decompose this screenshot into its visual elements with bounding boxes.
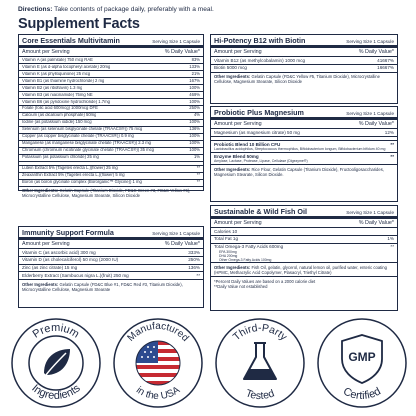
flask-icon (244, 343, 276, 379)
nutrient-name: Calcium (as dicalcium phosphate) 50mg (22, 113, 97, 118)
nutrient-name: Chromium (chromium nicotinate glycinate chelate (TRAACS®)) 35 mcg (22, 148, 155, 153)
nutrient-name: Vitamin B1 (as thiamine hydrochloride) 2 mg (22, 78, 105, 83)
footnotes (211, 276, 397, 291)
nutrient-row (19, 84, 203, 91)
nutrient-name: Zeaxanthin Extract 5% (Tagetes erecta L.)(flower) 5 mg (22, 173, 125, 178)
nutrient-daily-value: 250% (189, 105, 200, 111)
nutrient-name: Manganese (as manganese bisglycinate chelate (TRAACS®)) 2.3 mg (22, 141, 152, 146)
nutrient-row (19, 77, 203, 84)
core-essentials-panel (18, 34, 204, 199)
nutrient-row (19, 256, 203, 264)
nutrient-row (19, 98, 203, 105)
nutrient-row (19, 126, 203, 133)
probiotic-blend-row: Probiotic Blend 10 Billion CFU ** (211, 140, 397, 147)
fish-oil-rows (211, 227, 397, 250)
nutrient-daily-value: 100% (189, 84, 200, 90)
enzyme-blend-desc: Amylase, Lactase, Protease, Lipase, Cellulase (Digezyme®) (214, 158, 308, 163)
nutrient-row (19, 165, 203, 172)
nutrient-daily-value: 41667% (377, 57, 394, 63)
nutrient-daily-value: 136% (189, 126, 200, 132)
nutrient-daily-value: 21% (191, 70, 200, 76)
fish-oil-other-ingredients: Other Ingredients: Fish Oil, gelatin, glycerol, natural lemon oil, purified water, enteric coating (HPMC, Methacrylic Acid Copolymer, Plasacryl, Triethyl Citrate) (211, 262, 397, 276)
nutrient-row (19, 119, 203, 126)
nutrient-daily-value: ** (390, 244, 394, 250)
nutrient-name: Zinc (as zinc citrate) 15 mg (22, 265, 78, 271)
badge-bottom-text-1: in the USA (133, 384, 182, 403)
svg-text:in the USA (134, 385, 182, 403)
nutrient-daily-value: 4% (193, 112, 200, 118)
svg-text:Manufactured (126, 321, 191, 344)
nutrient-name: Selenium (as selenium bisglycinate chelate (TRAACS®)) 75 mcg (22, 127, 143, 132)
omega-subrow: Other Omega-3 Fatty Acids 100mg (219, 258, 272, 263)
nutrient-name: Folate (folic acid 600mcg) 1000mcg DFE (22, 106, 98, 111)
nutrient-row (19, 70, 203, 77)
nutrient-daily-value: 12% (384, 129, 394, 135)
probiotic-other-ingredients: Other Ingredients: Rice Flour, Gelatin Capsule (Titanium Dioxide), Fructooligosaccharides, Magnesium Stearate, Silicon Dioxide. (211, 164, 397, 178)
b12-header: Amount per Serving % Daily Value* (211, 45, 397, 56)
nutrient-daily-value: ** (196, 172, 200, 178)
immunity-rows (19, 248, 203, 279)
nutrient-row (19, 271, 203, 279)
nutrient-name: Vitamin B3 (as niacinamide) 75mg NE (22, 92, 93, 97)
footnote-not-established: **Daily Value not established (214, 284, 268, 290)
directions: Directions: Take contents of package daily, preferably with a meal. (18, 6, 214, 13)
nutrient-name: Vitamin A (as palmitate) 750 mcg RAE (22, 57, 93, 62)
nutrient-daily-value: 136% (188, 265, 200, 271)
nutrient-name: Copper (as copper bisglycinate chelate (TRAACS®)) 0.9 mg (22, 134, 134, 139)
probiotic-rows (211, 128, 397, 136)
nutrient-daily-value: 100% (189, 119, 200, 125)
immunity-header: Amount per Serving % Daily Value* (19, 237, 203, 248)
omega-subrow: DHA 200mg (219, 254, 238, 259)
page-title: Supplement Facts (18, 16, 140, 32)
nutrient-daily-value: ** (196, 165, 200, 171)
nutrient-row (19, 179, 203, 186)
made-in-usa-badge (112, 317, 204, 409)
nutrient-daily-value: 1% (387, 236, 394, 242)
nutrient-daily-value: 100% (189, 133, 200, 139)
core-header: Amount per Serving % Daily Value* (19, 45, 203, 56)
nutrient-row (19, 248, 203, 256)
nutrient-daily-value: 100% (189, 147, 200, 153)
svg-text:Third-Party (231, 322, 290, 344)
nutrient-daily-value: 16667% (377, 65, 394, 71)
nutrient-daily-value: ** (196, 272, 200, 278)
nutrient-daily-value: ** (196, 179, 200, 185)
core-essentials-title: Core Essentials Multivitamin Serving Size 1 Capsule (22, 36, 200, 45)
badge-bottom-text-2: Tested (243, 387, 277, 403)
badge-top-text-0: Premium (30, 321, 82, 341)
badge-bottom-text-3: Certified (341, 385, 383, 403)
nutrient-daily-value: 83% (191, 56, 200, 62)
svg-text:Premium (31, 322, 82, 341)
nutrient-row (19, 172, 203, 179)
nutrient-name: Vitamin K (as phylloquinone) 25 mcg (22, 71, 91, 76)
nutrient-row (19, 105, 203, 112)
nutrient-row (211, 243, 397, 251)
svg-text:Certified (341, 385, 383, 402)
gmp-certified-badge (316, 317, 408, 409)
svg-text:Tested (244, 387, 276, 402)
nutrient-name: Calories 10 (214, 228, 238, 234)
nutrient-name: Vitamin E (as d-alpha tocopheryl acetate) 20mg (22, 64, 111, 69)
nutrient-name: Boron (as boron glycinate complex (Bororganic™ Glycine)) 1 mg (22, 180, 142, 185)
immunity-title: Immunity Support Formula Serving Size 1 Capsule (22, 228, 200, 237)
nutrient-row (211, 64, 397, 72)
leaf-icon (44, 349, 70, 375)
nutrient-daily-value: 167% (189, 77, 200, 83)
nutrient-daily-value: 100% (189, 140, 200, 146)
b12-other-ingredients: Other Ingredients: Gelatin Capsule (FD&C Yellow #5, Titanium Dioxide), Microcrystalline Cellulose, Magnesium Stearate, Silicon Dioxide (211, 72, 397, 86)
b12-panel (210, 34, 398, 104)
b12-rows (211, 56, 397, 72)
nutrient-name: Magnesium (as magnesium citrate) 50 mg (214, 129, 300, 135)
nutrient-name: Vitamin C (as ascorbic acid) 300 mg (22, 249, 96, 255)
fish-oil-title: Sustainable & Wild Fish Oil Serving Size 1 Capsule (214, 207, 394, 216)
nutrient-daily-value: 1% (193, 154, 200, 160)
nutrient-row (19, 112, 203, 119)
probiotic-panel (210, 106, 398, 202)
third-party-tested-badge (214, 317, 306, 409)
probiotic-title: Probiotic Plus Magnesium Serving Size 1 Capsule (214, 108, 394, 117)
nutrient-row (19, 264, 203, 272)
enzyme-blend-row: Enzyme Blend 50mg ** (211, 152, 397, 159)
certification-badges (0, 313, 416, 413)
nutrient-row (19, 133, 203, 140)
nutrient-row (19, 140, 203, 147)
nutrient-row (19, 63, 203, 70)
nutrient-daily-value: 133% (189, 63, 200, 69)
immunity-panel (18, 226, 204, 308)
probiotic-header: Amount per Serving % Daily Value* (211, 117, 397, 128)
nutrient-daily-value: 250% (188, 257, 200, 263)
immunity-other-ingredients: Other Ingredients: Gelatin Capsule (FD&C Blue #1, FD&C Red #3, Titanium Dioxide), Microcrystalline Cellulose, Magnesium Stearate (19, 279, 203, 293)
nutrient-daily-value: 469% (189, 91, 200, 97)
fish-oil-header: Amount per Serving % Daily Value* (211, 216, 397, 227)
gmp-shield-icon (342, 335, 382, 383)
premium-ingredients-badge (10, 317, 102, 409)
core-rows (19, 56, 203, 161)
nutrient-row (211, 56, 397, 64)
badge-top-text-2: Third-Party (230, 321, 290, 344)
nutrient-row (19, 154, 203, 161)
b12-title: Hi-Potency B12 with Biotin Serving Size 1 Capsule (214, 36, 394, 45)
fish-oil-subrows (211, 250, 397, 262)
omega-subrow: EPA 300mg (219, 250, 237, 255)
nutrient-name: Vitamin D (as cholecalciferol) 50 mcg (2000 IU) (22, 257, 119, 263)
nutrient-name: Total Omega-3 Fatty Acids 600mg (214, 244, 284, 250)
probiotic-blend-desc: Lactobacillus acidophilus, Streptococcus thermophilus, Bifidobacterium longum, Bifidobacterium bifidum 40 mg (214, 146, 386, 151)
nutrient-row (211, 227, 397, 235)
nutrient-row (211, 235, 397, 243)
nutrient-daily-value: 100% (189, 98, 200, 104)
nutrient-name: Lutein Extract 5% (Tagetes erecta L.)(flower) 25 mg (22, 166, 118, 171)
nutrient-name: Vitamin B2 (as riboflavin) 1.3 mg (22, 85, 83, 90)
badge-bottom-text-0: Ingredients (29, 382, 83, 403)
footnote-dv: *Percent Daily Values are based on a 2000 calorie diet (214, 279, 316, 285)
fish-oil-panel (210, 205, 398, 311)
nutrient-row (19, 56, 203, 63)
nutrient-name: Iodine (as potassium iodide) 150 mcg (22, 120, 92, 125)
badge-top-text-3: GMP (348, 350, 376, 364)
nutrient-name: Biotin 5000 mcg (214, 65, 247, 71)
core-extra-rows (19, 165, 203, 186)
nutrient-name: Elderberry Extract (Sambucus nigra L.)(fruit) 250 mg (22, 272, 129, 278)
badge-top-text-1: Manufactured (125, 321, 191, 344)
nutrient-name: Potassium (as potassium chloride) 25 mg (22, 155, 99, 160)
nutrient-name: Vitamin B12 (as methylcobalamin) 1000 mcg (214, 57, 306, 63)
nutrient-name: Vitamin B6 (as pyridoxine hydrochloride) 1.7mg (22, 99, 110, 104)
svg-text:Ingredients (29, 382, 83, 402)
nutrient-row (19, 91, 203, 98)
core-other-ingredients: Other Ingredients: Gelatin Capsule (Titanium Dioxide, FD&C Green #3, FD&C Yellow #6), Microcrystalline Cellulose, Magnesium Stearate, Silicon Dioxide (19, 186, 203, 200)
nutrient-daily-value: 333% (188, 249, 200, 255)
nutrient-name: Total Fat 1g (214, 236, 239, 242)
nutrient-row (211, 128, 397, 136)
nutrient-row (19, 147, 203, 154)
